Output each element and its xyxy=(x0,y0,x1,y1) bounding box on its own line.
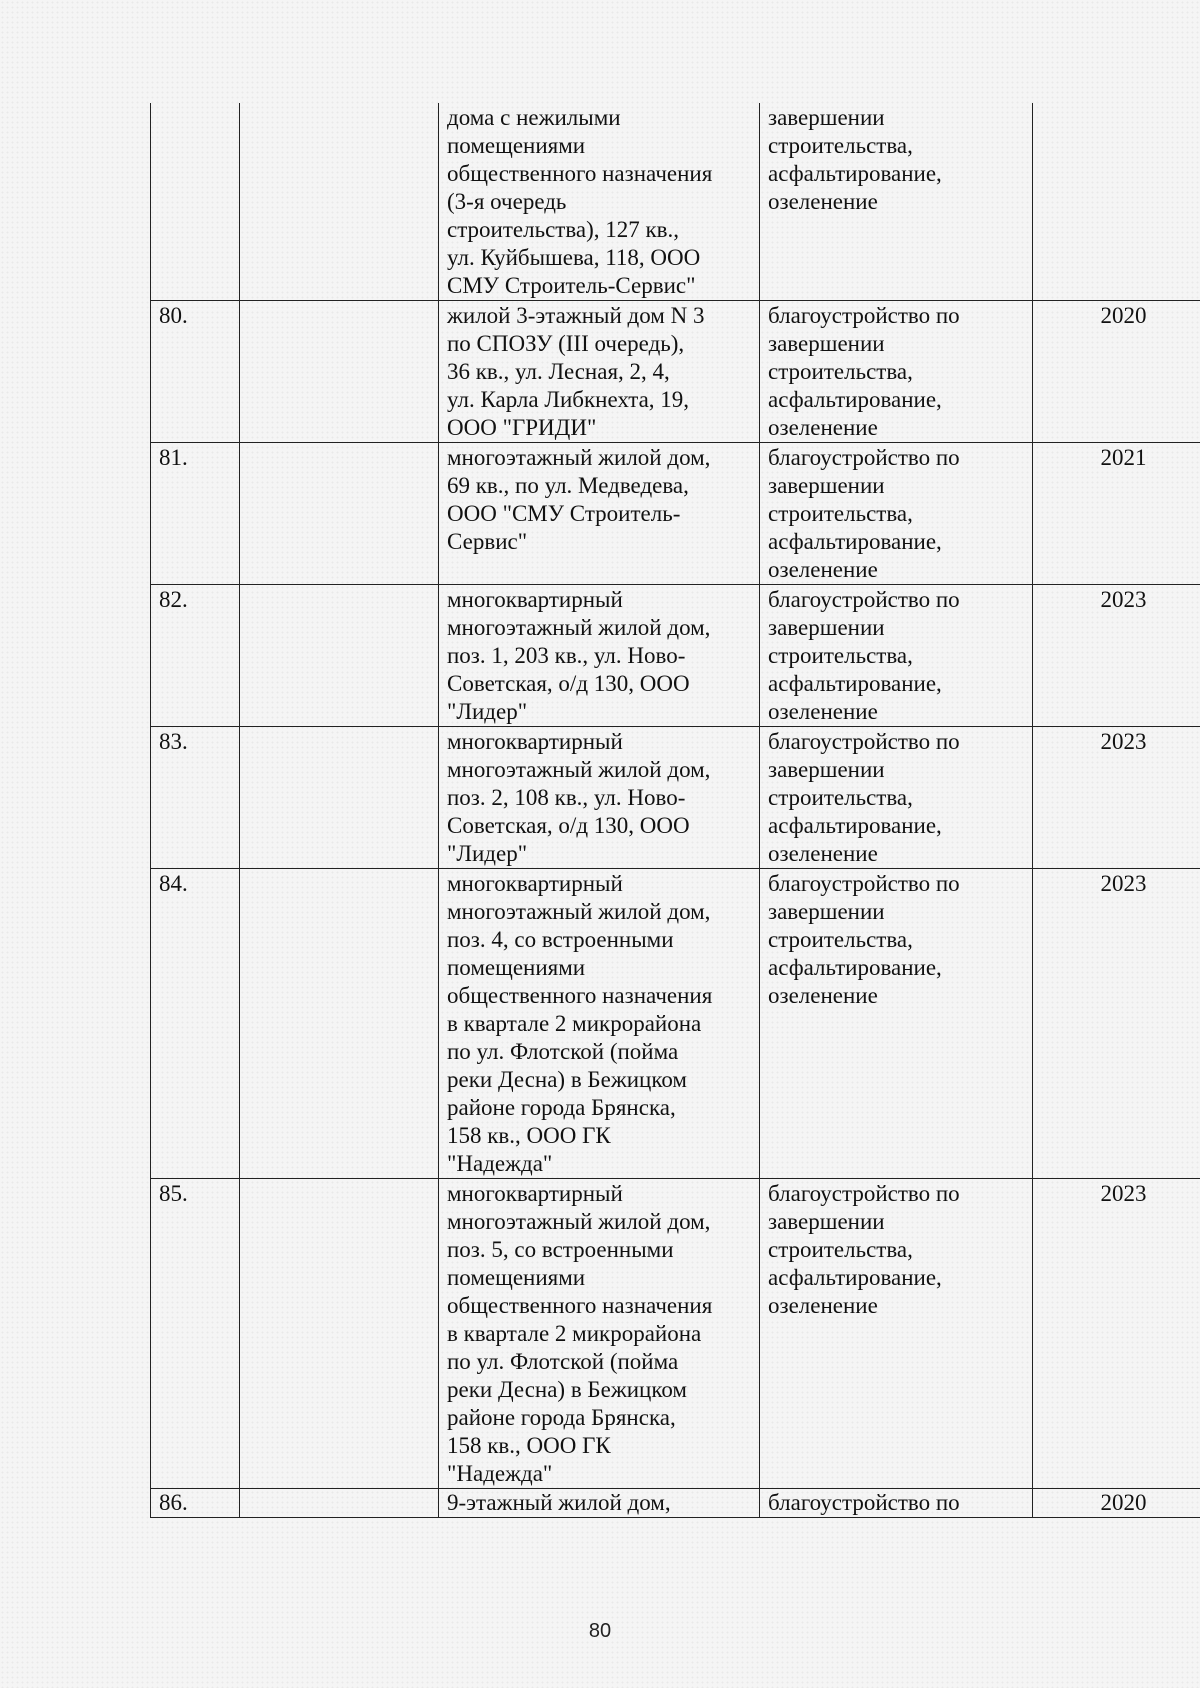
table-row xyxy=(151,585,1200,727)
row-number-cell xyxy=(151,727,240,869)
year-cell xyxy=(1033,727,1200,869)
table-row xyxy=(151,1179,1200,1489)
year-cell xyxy=(1033,301,1200,443)
row-number-cell xyxy=(151,301,240,443)
row-number-cell xyxy=(151,869,240,1179)
page-number: 80 xyxy=(588,1620,612,1642)
row-number-cell xyxy=(151,103,240,301)
object-description: многоквартирный многоэтажный жилой дом, поз. 4, со встроенными помещениями общественного назначения в квартале 2 микрорайона по ул. Флотской (пойма реки Десна) в Бежицком районе города Брянска, 158 кв., ООО ГК "Надежда" xyxy=(447,871,713,1176)
table-row xyxy=(151,301,1200,443)
table-row xyxy=(151,1489,1200,1518)
work-description: благоустройство по завершении строительства, асфальтирование, озеленение xyxy=(768,871,960,1008)
object-cell xyxy=(439,443,760,585)
row-number-cell xyxy=(151,585,240,727)
object-description: многоквартирный многоэтажный жилой дом, поз. 1, 203 кв., ул. Ново- Советская, о/д 130, ООО "Лидер" xyxy=(447,587,711,724)
completion-year: 2020 xyxy=(1100,1490,1147,1515)
work-description: благоустройство по завершении строительства, асфальтирование, озеленение xyxy=(768,303,960,440)
completion-year: 2023 xyxy=(1100,1181,1147,1206)
work-cell xyxy=(760,443,1033,585)
object-cell xyxy=(439,301,760,443)
empty-cell xyxy=(240,301,439,443)
row-number-cell xyxy=(151,1489,240,1518)
row-number: 84. xyxy=(159,871,188,896)
completion-year: 2021 xyxy=(1100,445,1147,470)
object-cell xyxy=(439,727,760,869)
completion-year: 2023 xyxy=(1100,587,1147,612)
object-cell xyxy=(439,585,760,727)
empty-cell xyxy=(240,869,439,1179)
year-cell xyxy=(1033,585,1200,727)
object-description: 9-этажный жилой дом, xyxy=(447,1490,671,1515)
table-row xyxy=(151,727,1200,869)
row-number: 83. xyxy=(159,729,188,754)
table-row xyxy=(151,103,1200,301)
row-number: 81. xyxy=(159,445,188,470)
table-row xyxy=(151,443,1200,585)
work-description: благоустройство по завершении строительства, асфальтирование, озеленение xyxy=(768,445,960,582)
row-number-cell xyxy=(151,1179,240,1489)
row-number: 85. xyxy=(159,1181,188,1206)
object-cell xyxy=(439,1179,760,1489)
work-cell xyxy=(760,585,1033,727)
work-cell xyxy=(760,301,1033,443)
work-description: завершении строительства, асфальтирование, озеленение xyxy=(768,105,942,214)
work-cell xyxy=(760,727,1033,869)
year-cell xyxy=(1033,443,1200,585)
row-number: 80. xyxy=(159,303,188,328)
object-cell xyxy=(439,1489,760,1518)
object-description: дома с нежилыми помещениями общественного назначения (3-я очередь строительства), 127 кв., ул. Куйбышева, 118, ООО СМУ Строитель-Сервис" xyxy=(447,105,713,298)
work-description: благоустройство по завершении строительства, асфальтирование, озеленение xyxy=(768,729,960,866)
object-cell xyxy=(439,103,760,301)
year-cell xyxy=(1033,103,1200,301)
empty-cell xyxy=(240,1489,439,1518)
year-cell xyxy=(1033,1489,1200,1518)
work-cell xyxy=(760,1489,1033,1518)
construction-objects-table xyxy=(150,103,1200,1518)
completion-year: 2020 xyxy=(1100,303,1147,328)
completion-year: 2023 xyxy=(1100,729,1147,754)
empty-cell xyxy=(240,1179,439,1489)
completion-year: 2023 xyxy=(1100,871,1147,896)
empty-cell xyxy=(240,103,439,301)
object-description: жилой 3-этажный дом N 3 по СПОЗУ (III очередь), 36 кв., ул. Лесная, 2, 4, ул. Карла Либкнехта, 19, ООО "ГРИДИ" xyxy=(447,303,705,440)
empty-cell xyxy=(240,443,439,585)
row-number-cell xyxy=(151,443,240,585)
row-number: 82. xyxy=(159,587,188,612)
object-description: многоэтажный жилой дом, 69 кв., по ул. Медведева, ООО "СМУ Строитель- Сервис" xyxy=(447,445,711,554)
object-cell xyxy=(439,869,760,1179)
year-cell xyxy=(1033,869,1200,1179)
work-description: благоустройство по завершении строительства, асфальтирование, озеленение xyxy=(768,1181,960,1318)
table-row xyxy=(151,869,1200,1179)
work-description: благоустройство по завершении строительства, асфальтирование, озеленение xyxy=(768,587,960,724)
row-number: 86. xyxy=(159,1490,188,1515)
work-description: благоустройство по xyxy=(768,1490,960,1515)
year-cell xyxy=(1033,1179,1200,1489)
work-cell xyxy=(760,869,1033,1179)
object-description: многоквартирный многоэтажный жилой дом, поз. 2, 108 кв., ул. Ново- Советская, о/д 130, ООО "Лидер" xyxy=(447,729,711,866)
empty-cell xyxy=(240,585,439,727)
object-description: многоквартирный многоэтажный жилой дом, поз. 5, со встроенными помещениями общественного назначения в квартале 2 микрорайона по ул. Флотской (пойма реки Десна) в Бежицком районе города Брянска, 158 кв., ООО ГК "Надежда" xyxy=(447,1181,713,1486)
empty-cell xyxy=(240,727,439,869)
work-cell xyxy=(760,103,1033,301)
work-cell xyxy=(760,1179,1033,1489)
